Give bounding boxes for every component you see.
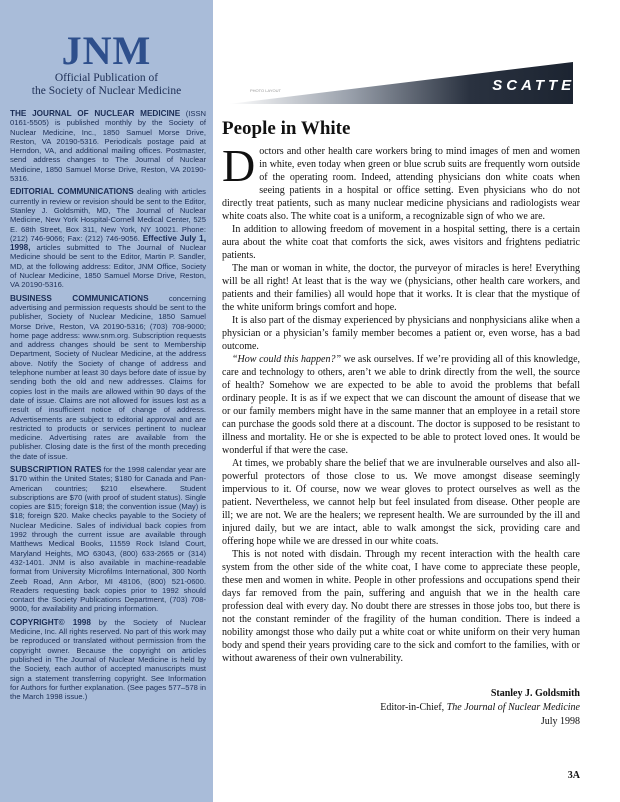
signature-block <box>380 687 580 729</box>
paragraph-4: It is also part of the dismay experienced by physicians and nonphysicians alike when a physician or a physician’s family member becomes a patient or, even worse, has a bad outcome. <box>222 315 580 352</box>
copyright <box>10 618 206 702</box>
article-title: People in White <box>222 118 351 139</box>
paragraph-5-text: we ask ourselves. If we’re providing all of this knowledge, care and technology to others, aren’t we able to drink directly from the well, the source of health? Somehow we are expected to be able to avoid the problems that befall ordinary people. It is as if we expect that we can discount the amount of disease that we or our family members might have in the same manner that an employee in a retail store can purchase the goods sold there at a discount. The doctor is supposed to be resistant to illness and mortality. He or she is expected to be able to protect loved ones. It would be wonderful if that were the case. <box>222 354 581 456</box>
subscription-rates-heading: SUBSCRIPTION RATES <box>10 464 102 474</box>
paragraph-1 <box>222 140 580 223</box>
logo-subtitle-line2: the Society of Nuclear Medicine <box>31 85 182 97</box>
publication-info-body: (ISSN 0161-5505) is published monthly by the Society of Nuclear Medicine, Inc., 1850 Samuel Morse Drive, Reston, VA 20190-5316. Periodicals postage paid at Herndon, VA, and additional mailing offices. Postmaster, send address changes to The Journal of Nuclear Medicine, 1850 Samuel Morse Drive, Reston, VA 20190-5316. <box>10 109 206 184</box>
signature-journal: The Journal of Nuclear Medicine <box>446 702 580 713</box>
signature-role: Editor-in-Chief, <box>380 702 447 713</box>
section-label: SCATTER <box>492 77 590 94</box>
publication-info-heading: THE JOURNAL OF NUCLEAR MEDICINE <box>10 109 181 118</box>
business-communications <box>10 294 206 461</box>
paragraph-5 <box>222 353 580 457</box>
paragraph-2: In addition to allowing freedom of movement in a hospital setting, there is a certain aura about the white coat that comforts the sick, awes visitors and frightens pediatric patients. <box>222 224 580 261</box>
business-communications-body: concerning advertising and permission requests should be sent to the publisher, Society of Nuclear Medicine, 1850 Samuel Morse Drive, Reston, VA 20190-5316; (703) 708-9000; home page address: www.snm.org. Subscription requests and address changes should be sent to Membership Department, Society of Nuclear Medicine, at the address above. Notify the Society of change of address and telephone number at least 30 days before date of issue by sending both the old and new addresses. Claims for copies lost in the mails are allowed within 90 days of the date of issue. Claims are not allowed for issues lost as a result of insufficient notice of change of address. Advertisements are subject to editorial approval and are restricted to products or services pertinent to nuclear medicine. Advertising rates are available from the publisher. Closing date is the first of the month preceding the date of issue. <box>10 293 206 461</box>
signature-date: July 1998 <box>540 716 580 727</box>
editorial-communications-heading: EDITORIAL COMMUNICATIONS <box>10 187 134 197</box>
editorial-communications <box>10 187 206 289</box>
signature-name: Stanley J. Goldsmith <box>490 688 580 699</box>
copyright-heading: COPYRIGHT© 1998 <box>10 617 91 627</box>
logo-title: JNM <box>61 28 152 73</box>
masthead-sidebar <box>0 0 213 802</box>
publication-info <box>10 109 206 183</box>
subscription-rates <box>10 465 206 614</box>
page-number: 3A <box>567 770 580 781</box>
copyright-body: by the Society of Nuclear Medicine, Inc. All rights reserved. No part of this work may be reproduced or translated without permission from the copyright owner. Because the copyright on articles published in The Journal of Nuclear Medicine is held by the Society, each author of accepted manuscripts must sign a statement transferring copyright. See Information for Authors for further explanation. (See pages 577–578 in the March 1998 issue.) <box>10 617 206 702</box>
jnm-logo <box>0 30 213 98</box>
paragraph-3: The man or woman in white, the doctor, the purveyor of miracles is here! Everything will be all right! At least that is the way we (physicians, other health care workers, and patients and their families) all would hope that it works. It is clear that the mystique of the white uniform brings comfort and hope. <box>222 263 580 313</box>
banner-watermark: PHOTO LAYOUT <box>250 88 281 93</box>
signature-role-line <box>380 701 580 715</box>
article-body <box>222 140 581 665</box>
editorial-communications-body2: articles submitted to The Journal of Nuclear Medicine should be sent to the Editor, Martin P. Sandler, MD, at the following address: Editor, JNM Office, Society of Nuclear Medicine, 1850 Samuel Morse Drive, Reston, VA 20190-5316. <box>10 243 206 290</box>
paragraph-7: This is not noted with disdain. Through my recent interaction with the health care system from the other side of the white coat, I have come to appreciate these people, these men and women in white. People in other professions and occupations spend their days far removed from the pain, suffering and anguish that we in the health care profession deal with every day. No doubt there are stresses in those jobs too, but there is not the constant reminder of the fragility of the human condition. There is indeed a nobility amongst those who daily put a white coat or white uniform on their very human body and spend their years providing care to the sick and comfort to the families, with or without awareness of their own vulnerability. <box>222 549 580 664</box>
editorial-effective-date: Effective July 1, 1998, <box>10 233 206 253</box>
paragraph-6: At times, we probably share the belief that we are invulnerable ourselves and also all-powerful protectors of those close to us. We move amongst disease seemingly impervious to it. Of course, now we wear gloves to protect ourselves as well as the patient. Nevertheless, we cannot help but feel insulated from disease. Other people are ill; we are not. We are the healers; we represent health. We are surrounded by the ill and injured daily, but we are intact, able to walk amongst the sick, providing care and offering hope while we are dressed in our white coats. <box>222 458 580 547</box>
editorial-communications-body: dealing with articles currently in review or revision should be sent to the Editor, Stanley J. Goldsmith, MD, The Journal of Nuclear Medicine, New York Hospital-Cornell Medical Center, 525 E. 68th Street, Box 311, New York, NY 10021. Phone: (212) 746-9066; Fax: (212) 746-9056. <box>10 187 206 243</box>
drop-cap: D <box>222 140 256 191</box>
paragraph-1-text: octors and other health care workers bring to mind images of men and women in white, even today when green or blue scrub suits are frequently worn outside of the operating room. Indeed, attending physicians don white coats when seeing patients in a hospital or office setting. Even physicians who do not directly treat patients, such as many nuclear medicine physicians and radiologists wear white coats also. The white coat is a uniform, a recognizable sign of who we are. <box>222 146 580 222</box>
subscription-rates-body: for the 1998 calendar year are $170 within the United States; $180 for Canada and Pan-American countries; $210 elsewhere. Student subscriptions are $70 (with proof of student status). Single copies are $15; foreign $18; the convention issue (May) is $18; foreign $20. Make checks payable to the Society of Nuclear Medicine. Sales of individual back copies from 1992 through the current issue are available through Matthews Medical Books, 11559 Rock Island Court, Maryland Heights, MO 63043, (800) 633-2665 or (314) 432-1401. JNM is also available in machine-readable format from University Microfilms International, 300 North Zeeb Road, Ann Arbor, MI 48106, (800) 521-0600. Readers requesting back copies prior to 1992 should contact the Society Publications Department, (703) 708-9000, for availability and pricing information. <box>10 464 206 614</box>
business-communications-heading: BUSINESS COMMUNICATIONS <box>10 293 149 303</box>
paragraph-5-quote: “How could this happen?” <box>232 354 342 365</box>
logo-subtitle-line1: Official Publication of <box>54 72 159 84</box>
masthead-text <box>10 109 206 705</box>
